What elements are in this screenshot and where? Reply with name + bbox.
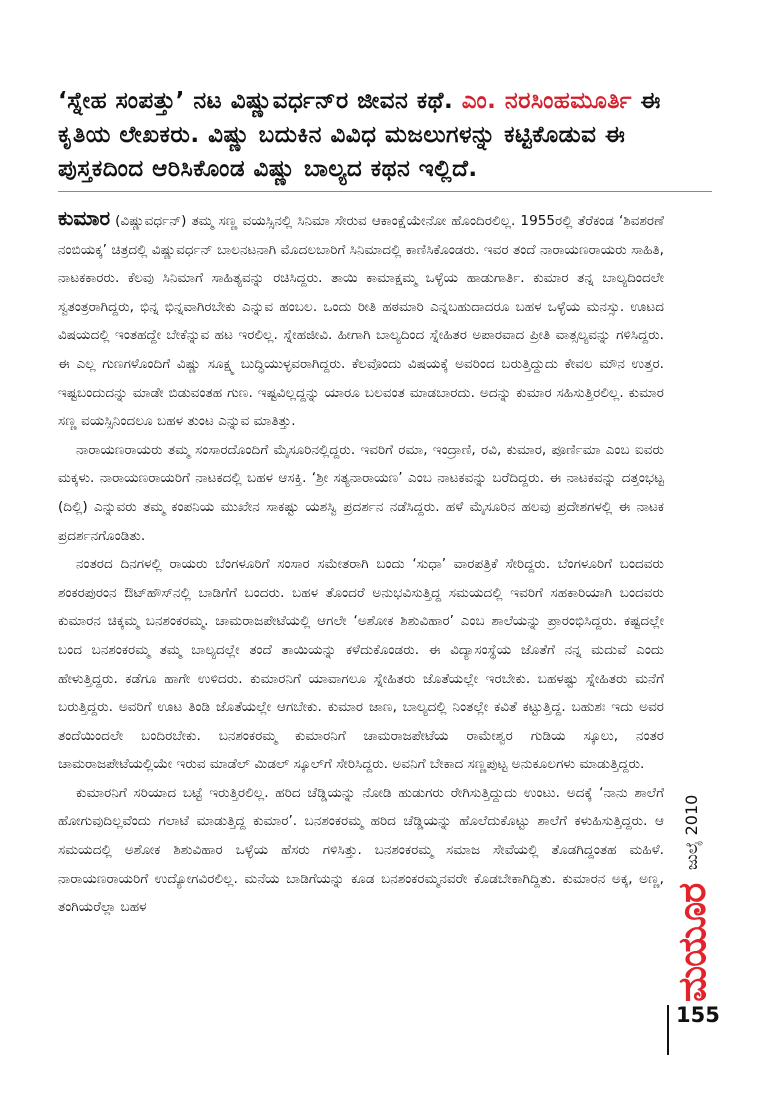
footer-divider [667,1005,669,1055]
intro-blurb [58,84,718,186]
section-divider [58,191,712,192]
author-name: ಎಂ. ನರಸಿಂಹಮೂರ್ತಿ [461,88,632,114]
paragraph-1-text: (ವಿಷ್ಣುವರ್ಧನ್) ತಮ್ಮ ಸಣ್ಣ ವಯಸ್ಸಿನಲ್ಲಿ ಸಿನಿಮಾ ಸೇರುವ ಆಕಾಂಕ್ಷೆಯೇನೋ ಹೊಂದಿರಲಿಲ್ಲ. 1955ರಲ್ಲಿ ತೆರೆಕಂಡ ‘ಶಿವಶರಣೆ ನಂಬಿಯಕ್ಕ’ ಚಿತ್ರದಲ್ಲಿ ವಿಷ್ಣುವರ್ಧನ್ ಬಾಲನಟನಾಗಿ ಮೊದಲಬಾರಿಗೆ ಸಿನಿಮಾದಲ್ಲಿ ಕಾಣಿಸಿಕೊಂಡರು. ಇವರ ತಂದೆ ನಾರಾಯಣರಾಯರು ಸಾಹಿತಿ, ನಾಟಕಕಾರರು. ಕೆಲವು ಸಿನಿಮಾಗೆ ಸಾಹಿತ್ಯವನ್ನು ರಚಿಸಿದ್ದರು. ತಾಯಿ ಕಾಮಾಕ್ಷಮ್ಮ ಒಳ್ಳೆಯ ಹಾಡುಗಾರ್ತಿ. ಕುಮಾರ ತನ್ನ ಬಾಲ್ಯದಿಂದಲೇ ಸ್ವತಂತ್ರರಾಗಿದ್ದರು, ಭಿನ್ನ ಭಿನ್ನವಾಗಿರಬೇಕು ಎನ್ನುವ ಹಂಬಲ. ಒಂದು ರೀತಿ ಹಠಮಾರಿ ಎನ್ನಬಹುದಾದರೂ ಬಹಳ ಒಳ್ಳೆಯ ಮನಸ್ಸು. ಊಟದ ವಿಷಯದಲ್ಲಿ ಇಂತಹದ್ದೇ ಬೇಕೆನ್ನುವ ಹಟ ಇರಲಿಲ್ಲ. ಸ್ನೇಹಜೀವಿ. ಹೀಗಾಗಿ ಬಾಲ್ಯದಿಂದ ಸ್ನೇಹಿತರ ಅಪಾರವಾದ ಪ್ರೀತಿ ವಾತ್ಸಲ್ಯವನ್ನು ಗಳಿಸಿದ್ದರು. ಈ ಎಲ್ಲ ಗುಣಗಳೊಂದಿಗೆ ವಿಷ್ಣು ಸೂಕ್ಷ್ಮ ಬುದ್ಧಿಯುಳ್ಳವರಾಗಿದ್ದರು. ಕೆಲವೊಂದು ವಿಷಯಕ್ಕೆ ಅವರಿಂದ ಬರುತ್ತಿದ್ದುದು ಕೇವಲ ಮೌನ ಉತ್ತರ. ಇಷ್ಟಬಂದುದನ್ನು ಮಾಡೇ ಬಿಡುವಂತಹ ಗುಣ. ಇಷ್ಟವಿಲ್ಲದ್ದನ್ನು ಯಾರೂ ಬಲವಂತ ಮಾಡಬಾರದು. ಅದನ್ನು ಕುಮಾರ ಸಹಿಸುತ್ತಿರಲಿಲ್ಲ. ಕುಮಾರ ಸಣ್ಣ ವಯಸ್ಸಿನಿಂದಲೂ ಬಹಳ ತುಂಟ ಎನ್ನುವ ಮಾತಿತ್ತು. [58,213,664,430]
intro-text: ‘ಸ್ನೇಹ ಸಂಪತ್ತು’ ನಟ ವಿಷ್ಣುವರ್ಧನ್‌ರ ಜೀವನ ಕಥೆ. [58,88,462,114]
paragraph-4: ಕುಮಾರನಿಗೆ ಸರಿಯಾದ ಬಟ್ಟೆ ಇರುತ್ತಿರಲಿಲ್ಲ. ಹರಿದ ಚೆಡ್ಡಿಯನ್ನು ನೋಡಿ ಹುಡುಗರು ರೇಗಿಸುತ್ತಿದ್ದುದು ಉಂಟು. ಅದಕ್ಕೆ ‘ನಾನು ಶಾಲೆಗೆ ಹೋಗುವುದಿಲ್ಲವೆಂದು ಗಲಾಟೆ ಮಾಡುತ್ತಿದ್ದ ಕುಮಾರ’. ಬನಶಂಕರಮ್ಮ ಹರಿದ ಚೆಡ್ಡಿಯನ್ನು ಹೊಲೆದುಕೊಟ್ಟು ಶಾಲೆಗೆ ಕಳುಹಿಸುತ್ತಿದ್ದರು. ಆ ಸಮಯದಲ್ಲಿ ಅಶೋಕ ಶಿಶುವಿಹಾರ ಒಳ್ಳೆಯ ಹೆಸರು ಗಳಿಸಿತ್ತು. ಬನಶಂಕರಮ್ಮ ಸಮಾಜ ಸೇವೆಯಲ್ಲಿ ತೊಡಗಿದ್ದಂತಹ ಮಹಿಳೆ. ನಾರಾಯಣರಾಯರಿಗೆ ಉದ್ಯೋಗವಿರಲಿಲ್ಲ. ಮನೆಯ ಬಾಡಿಗೆಯನ್ನು ಕೂಡ ಬನಶಂಕರಮ್ಮನವರೇ ಕೊಡಬೇಕಾಗಿದ್ದಿತು. ಕುಮಾರನ ಅಕ್ಕ, ಅಣ್ಣ, ತಂಗಿಯರೆಲ್ಲಾ ಬಹಳ [58,784,664,916]
issue-date: ಜುಲೈ 2010 [682,794,701,870]
intro-text-continued: ಈ ಕೃತಿಯ ಲೇಖಕರು. ವಿಷ್ಣು ಬದುಕಿನ ವಿವಿಧ ಮಜಲುಗಳನ್ನು ಕಟ್ಟಿಕೊಡುವ ಈ ಪುಸ್ತಕದಿಂದ ಆರಿಸಿಕೊಂಡ ವಿಷ್ಣು ಬಾಲ್ಯದ ಕಥನ ಇಲ್ಲಿದೆ. [58,88,661,182]
page-number: 155 [676,1003,720,1027]
paragraph-2: ನಾರಾಯಣರಾಯರು ತಮ್ಮ ಸಂಸಾರದೊಂದಿಗೆ ಮೈಸೂರಿನಲ್ಲಿದ್ದರು. ಇವರಿಗೆ ರಮಾ, ಇಂದ್ರಾಣಿ, ರವಿ, ಕುಮಾರ, ಪೂರ್ಣಿಮಾ ಎಂಬ ಐವರು ಮಕ್ಕಳು. ನಾರಾಯಣರಾಯರಿಗೆ ನಾಟಕದಲ್ಲಿ ಬಹಳ ಆಸಕ್ತಿ. ‘ಶ್ರೀ ಸತ್ಯನಾರಾಯಣ’ ಎಂಬ ನಾಟಕವನ್ನು ಬರೆದಿದ್ದರು. ಈ ನಾಟಕವನ್ನು ದತ್ತಂಭಟ್ಟ (ದಿಲ್ಲಿ) ಎನ್ನುವರು ತಮ್ಮ ಕಂಪನಿಯ ಮುಖೇನ ಸಾಕಷ್ಟು ಯಶಸ್ವಿ ಪ್ರದರ್ಶನ ನಡೆಸಿದ್ದರು. ಹಳೆ ಮೈಸೂರಿನ ಹಲವು ಪ್ರದೇಶಗಳಲ್ಲಿ ಈ ನಾಟಕ ಪ್ರದರ್ಶನಗೊಂಡಿತು. [58,441,664,544]
paragraph-1 [58,204,664,436]
article-body [58,204,664,922]
lead-word: ಕುಮಾರ [58,206,111,230]
magazine-logo: ಮಯೂರ [670,883,714,1002]
paragraph-3: ನಂತರದ ದಿನಗಳಲ್ಲಿ ರಾಯರು ಬೆಂಗಳೂರಿಗೆ ಸಂಸಾರ ಸಮೇತರಾಗಿ ಬಂದು ‘ಸುಧಾ’ ವಾರಪತ್ರಿಕೆ ಸೇರಿದ್ದರು. ಬೆಂಗಳೂರಿಗೆ ಬಂದವರು ಶಂಕರಪುರಂನ ಔಟ್‌ಹೌಸ್‌ನಲ್ಲಿ ಬಾಡಿಗೆಗೆ ಬಂದರು. ಬಹಳ ತೊಂದರೆ ಅನುಭವಿಸುತ್ತಿದ್ದ ಸಮಯದಲ್ಲಿ ಇವರಿಗೆ ಸಹಕಾರಿಯಾಗಿ ಬಂದವರು ಕುಮಾರನ ಚಿಕ್ಕಮ್ಮ ಬನಶಂಕರಮ್ಮ. ಚಾಮರಾಜಪೇಟೆಯಲ್ಲಿ ಆಗಲೇ ‘ಅಶೋಕ ಶಿಶುವಿಹಾರ’ ಎಂಬ ಶಾಲೆಯನ್ನು ಪ್ರಾರಂಭಿಸಿದ್ದರು. ಕಷ್ಟದಲ್ಲೇ ಬಂದ ಬನಶಂಕರಮ್ಮ ತಮ್ಮ ಬಾಲ್ಯದಲ್ಲೇ ತಂದೆ ತಾಯಿಯನ್ನು ಕಳೆದುಕೊಂಡರು. ಈ ವಿದ್ಯಾಸಂಸ್ಥೆಯ ಜೊತೆಗೆ ನನ್ನ ಮದುವೆ ಎಂದು ಹೇಳುತ್ತಿದ್ದರು. ಕಡೆಗೂ ಹಾಗೇ ಉಳಿದರು. ಕುಮಾರನಿಗೆ ಯಾವಾಗಲೂ ಸ್ನೇಹಿತರು ಜೊತೆಯಲ್ಲೇ ಇರಬೇಕು. ಬಹಳಷ್ಟು ಸ್ನೇಹಿತರು ಮನೆಗೆ ಬರುತ್ತಿದ್ದರು. ಅವರಿಗೆ ಊಟ ತಿಂಡಿ ಜೊತೆಯಲ್ಲೇ ಆಗಬೇಕು. ಕುಮಾರ ಜಾಣ, ಬಾಲ್ಯದಲ್ಲಿ ನಿಂತಲ್ಲೇ ಕವಿತೆ ಕಟ್ಟುತ್ತಿದ್ದ. ಬಹುಶಃ ಇದು ಅವರ ತಂದೆಯಿಂದಲೇ ಬಂದಿರಬೇಕು. ಬನಶಂಕರಮ್ಮ ಕುಮಾರನಿಗೆ ಚಾಮರಾಜಪೇಟೆಯ ರಾಮೇಶ್ವರ ಗುಡಿಯ ಸ್ಕೂಲು, ನಂತರ ಚಾಮರಾಜಪೇಟೆಯಲ್ಲಿಯೇ ಇರುವ ಮಾಡೆಲ್ ಮಿಡಲ್ ಸ್ಕೂಲ್‌ಗೆ ಸೇರಿಸಿದ್ದರು. ಅವನಿಗೆ ಬೇಕಾದ ಸಣ್ಣಪುಟ್ಟ ಅನುಕೂಲಗಳು ಮಾಡುತ್ತಿದ್ದರು. [58,556,664,773]
